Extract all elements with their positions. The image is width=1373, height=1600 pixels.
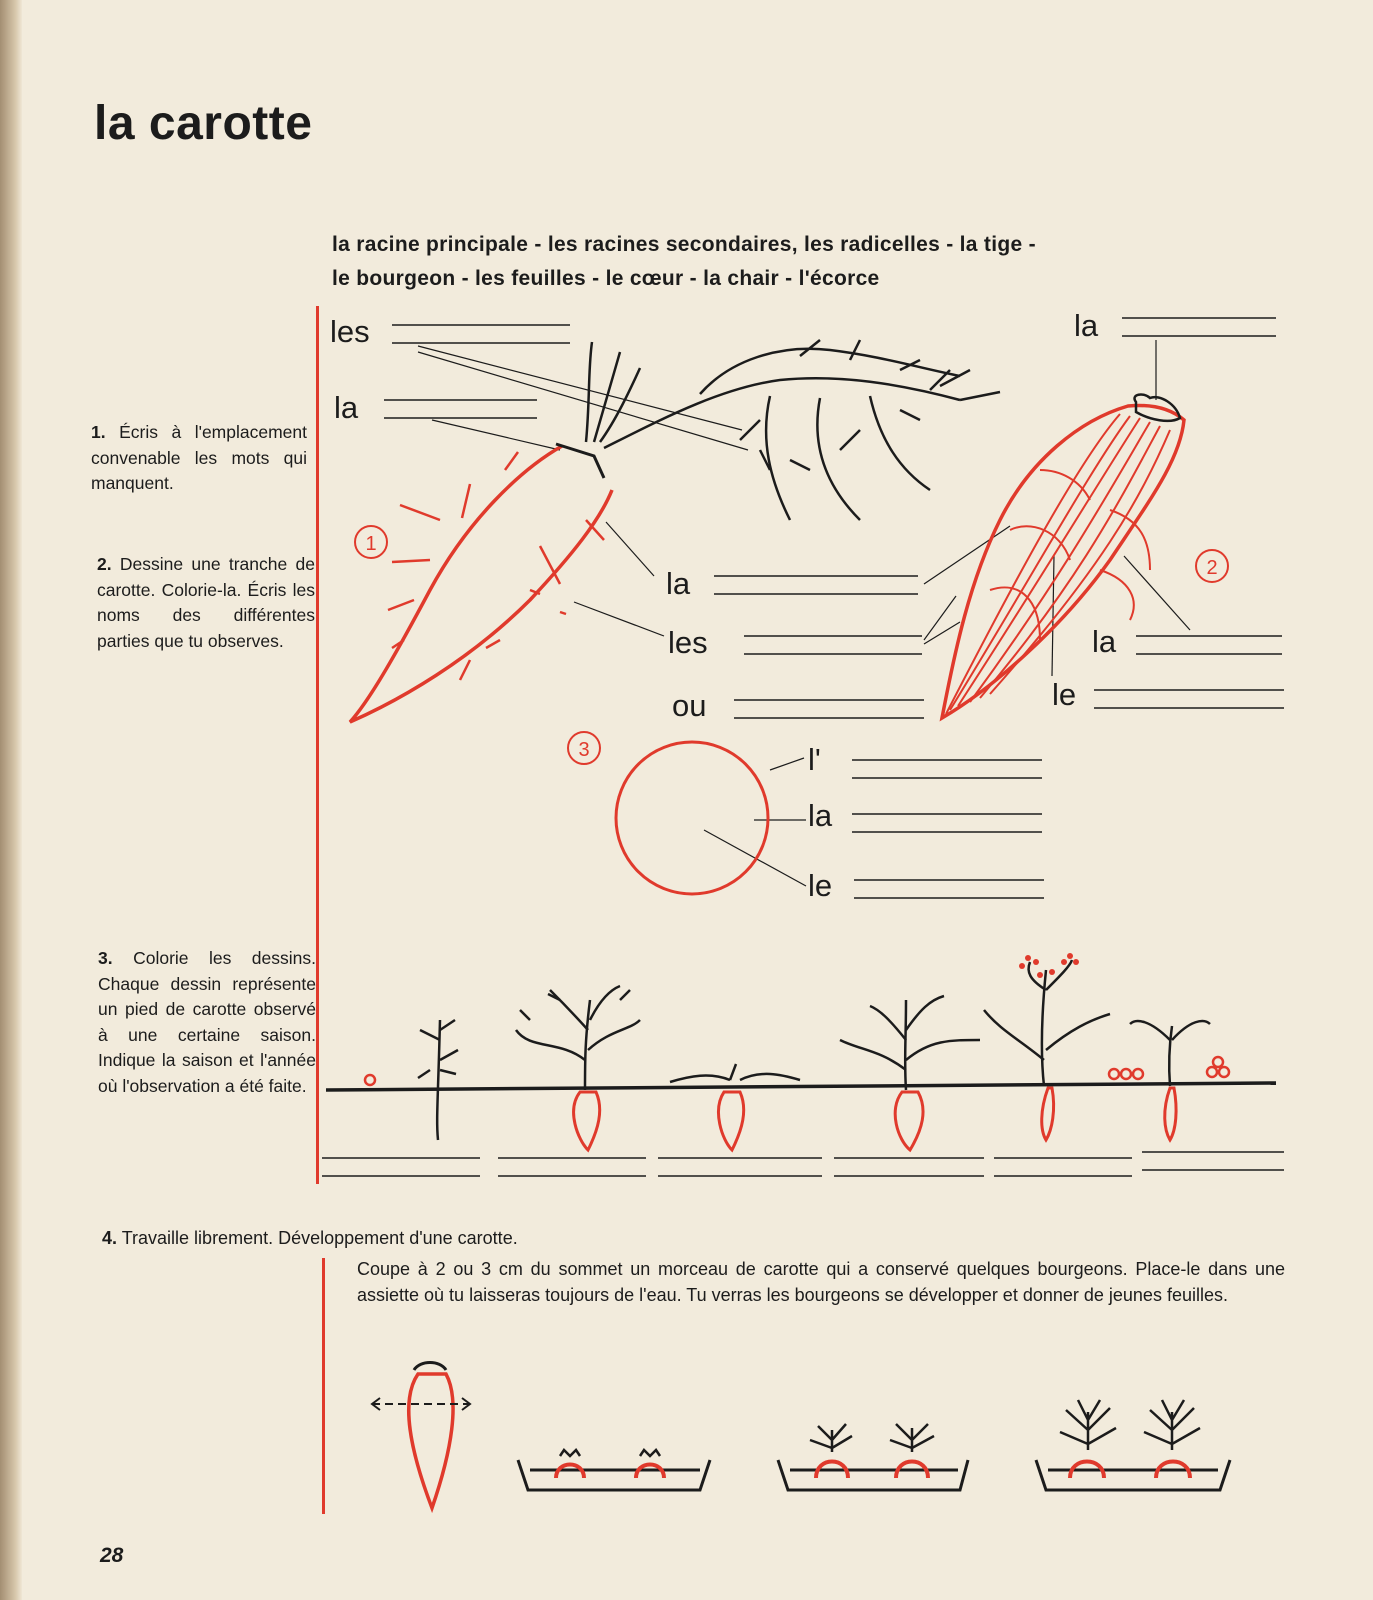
carrot-longitudinal-section bbox=[942, 395, 1228, 718]
page-title: la carotte bbox=[94, 97, 313, 150]
pointer-lines bbox=[418, 340, 1190, 886]
season-sequence bbox=[326, 953, 1276, 1150]
label-le-right: le bbox=[1052, 677, 1077, 712]
exercise-4-text: Coupe à 2 ou 3 cm du sommet un morceau de carotte qui a conservé quelques bourgeons. Place-le dans une assiette où tu laisseras toujours de l'eau. Tu verras les bourgeons se développer et donner de jeunes feuilles. bbox=[357, 1259, 1285, 1305]
carrot-leaves-drawing bbox=[586, 340, 1000, 520]
page-number: 28 bbox=[100, 1544, 124, 1567]
badge-3: 3 bbox=[578, 739, 590, 761]
exercise-4-title: Travaille librement. bbox=[121, 1228, 274, 1248]
label-la-circle: la bbox=[808, 798, 833, 833]
exercise-2-text: Dessine une tranche de carotte. Colorie-la. Écris les noms des différentes parties que tu observes. bbox=[97, 554, 315, 651]
label-la-top-right: la bbox=[1074, 308, 1099, 343]
label-le-circle: le bbox=[808, 868, 833, 903]
growth-experiment bbox=[372, 1363, 1230, 1509]
exercise-3-text: Colorie les dessins. Chaque dessin représente un pied de carotte observé à une certaine saison. Indique la saison et l'année où l'observation a été faite. bbox=[98, 948, 316, 1096]
word-list-line-2: le bourgeon - les feuilles - le cœur - la chair - l'écorce bbox=[332, 267, 880, 290]
badge-1: 1 bbox=[365, 533, 377, 555]
label-les-top: les bbox=[330, 314, 370, 349]
label-l-circle: l' bbox=[808, 742, 821, 777]
exercise-4-subtitle: Développement d'une carotte. bbox=[278, 1228, 518, 1248]
badge-2: 2 bbox=[1206, 557, 1218, 579]
exercise-2-number: 2. bbox=[97, 554, 112, 574]
label-les-mid: les bbox=[668, 625, 708, 660]
label-la-right: la bbox=[1092, 624, 1117, 659]
answer-lines bbox=[322, 314, 1284, 1176]
exercise-3-number: 3. bbox=[98, 948, 113, 968]
exercise-1-number: 1. bbox=[91, 422, 106, 442]
exercise-1-text: Écris à l'emplacement convenable les mots qui manquent. bbox=[91, 422, 307, 493]
carrot-whole-drawing bbox=[350, 340, 1000, 722]
label-ou-mid: ou bbox=[672, 688, 707, 723]
label-la-left: la bbox=[334, 390, 359, 425]
label-la-mid: la bbox=[666, 566, 691, 601]
exercise-4-number: 4. bbox=[102, 1228, 118, 1248]
carrot-slice-circle bbox=[568, 732, 768, 894]
word-list-line-1: la racine principale - les racines secondaires, les radicelles - la tige - bbox=[332, 233, 1036, 256]
